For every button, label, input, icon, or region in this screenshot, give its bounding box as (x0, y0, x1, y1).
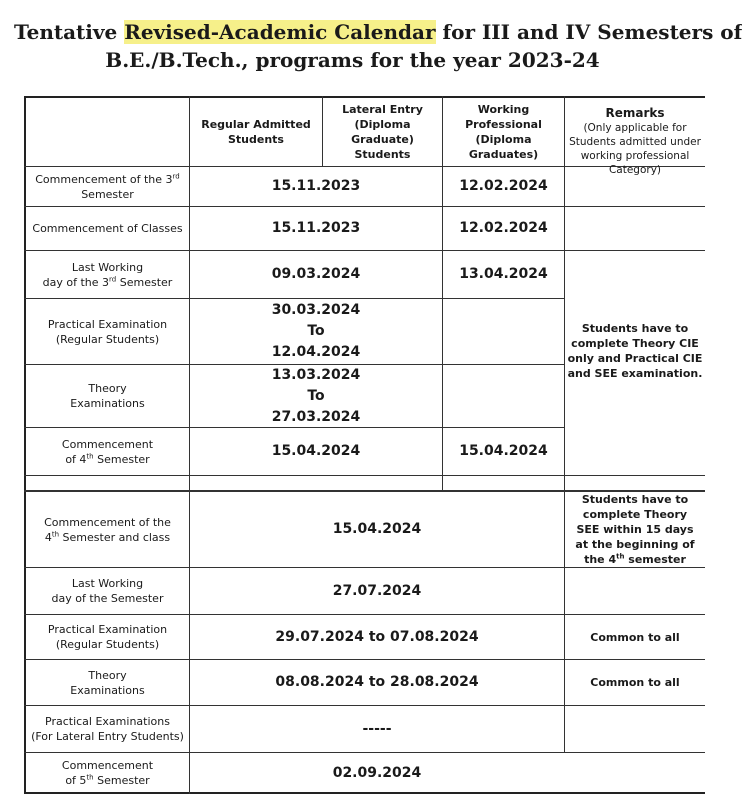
header-remarks: Remarks (Only applicable for Students admitted under working professional Category) (569, 106, 701, 176)
row-sem4-last-working-label: Last Working day of the Semester (51, 577, 164, 605)
commencement-4th-working-date: 15.04.2024 (459, 443, 548, 459)
practical-3rd-dates: 30.03.2024 To 12.04.2024 (271, 302, 361, 360)
sem4-commencement-date: 15.04.2024 (332, 521, 422, 537)
commencement-5th-date: 02.09.2024 (332, 764, 422, 781)
sem4-commencement-remark: Students have to complete Theory SEE within 15 days at the beginning of the 4th semester (575, 493, 695, 566)
sem4-theory-remark: Common to all (590, 676, 680, 689)
row-sem4-theory-label: Theory Examinations (70, 668, 145, 697)
row-commencement-4th-label: Commencement of 4th Semester (61, 437, 154, 466)
sem4-practical-remark: Common to all (590, 630, 680, 644)
commencement-3rd-regular-date: 15.11.2023 (271, 178, 361, 194)
last-working-3rd-working-date: 13.04.2024 (459, 266, 548, 282)
classes-working-date: 12.02.2024 (459, 220, 548, 236)
row-sem4-commencement-label: Commencement of the 4th Semester and class (44, 515, 171, 544)
row-classes-label: Commencement of Classes (32, 222, 183, 235)
row-commencement-5th-label: Commencement of 5th Semester (61, 759, 154, 787)
row-practical-3rd-label: Practical Examination (Regular Students) (47, 317, 168, 346)
header-lateral: Lateral Entry (Diploma Graduate) Students (342, 102, 423, 161)
row-sem4-practical-label: Practical Examination (Regular Students) (47, 623, 168, 651)
theory-3rd-dates: 13.03.2024 To 27.03.2024 (271, 366, 361, 425)
header-regular: Regular Admitted Students (201, 117, 311, 146)
page-title (0, 18, 742, 74)
sem4-last-working-date: 27.07.2024 (332, 582, 422, 599)
title-line-1: Tentative Revised-Academic Calendar for III and IV Semesters of (14, 20, 742, 44)
last-working-3rd-regular-date: 09.03.2024 (271, 266, 361, 282)
sem4-practical-lateral-date: ----- (362, 720, 392, 737)
header-working: Working Professional (Diploma Graduates) (465, 102, 542, 161)
title-line-2: B.E./B.Tech., programs for the year 2023-24 (105, 48, 600, 72)
row-last-working-3rd-label: Last Working day of the 3rd Semester (42, 260, 173, 289)
row-sem4-practical-lateral-label: Practical Examinations (For Lateral Entry Students) (31, 715, 184, 743)
sem3-remark: Students have to complete Theory CIE only and Practical CIE and SEE examination. (567, 322, 703, 380)
sem4-theory-dates: 08.08.2024 to 28.08.2024 (275, 674, 479, 690)
row-theory-3rd-label: Theory Examinations (70, 382, 145, 410)
commencement-3rd-working-date: 12.02.2024 (459, 178, 548, 194)
commencement-4th-regular-date: 15.04.2024 (271, 443, 361, 459)
row-commencement-3rd-label: Commencement of the 3rd Semester (35, 171, 180, 201)
title-highlight: Revised-Academic Calendar (124, 20, 436, 44)
classes-regular-date: 15.11.2023 (271, 220, 361, 236)
sem4-practical-dates: 29.07.2024 to 07.08.2024 (275, 628, 479, 645)
